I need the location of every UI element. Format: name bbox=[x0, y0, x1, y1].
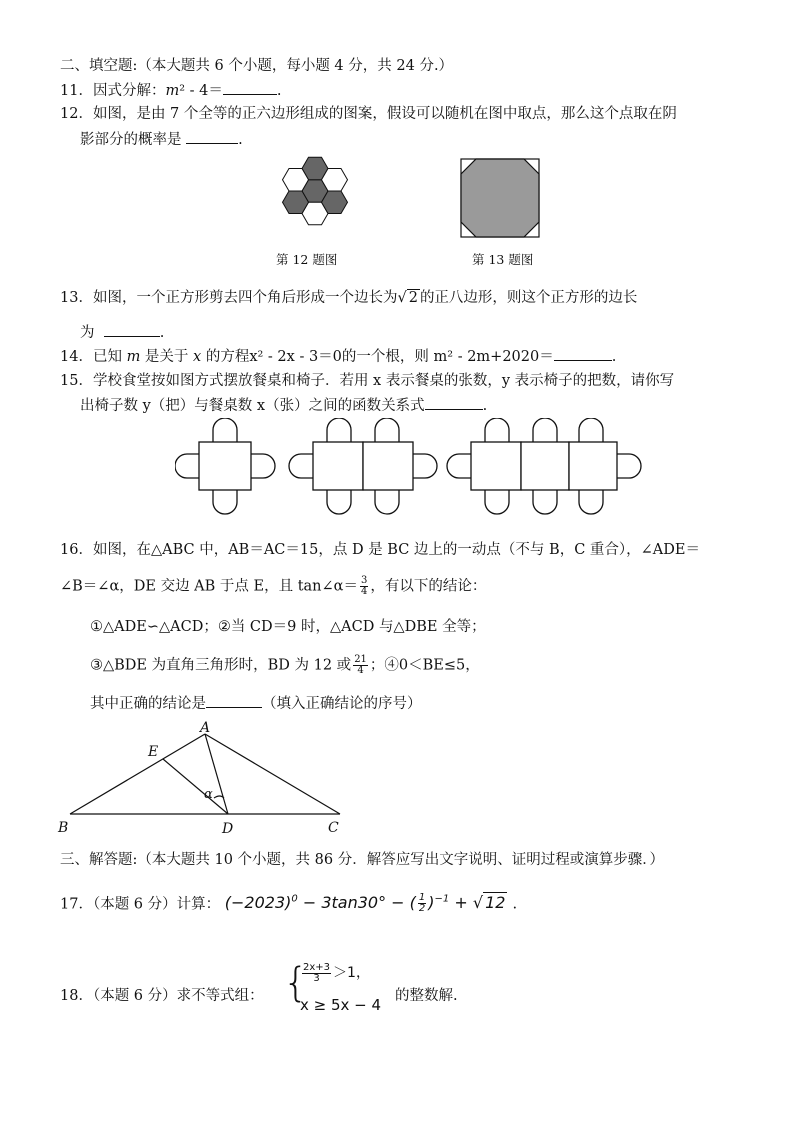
frac-num: 1 bbox=[418, 892, 426, 904]
hexagon-pattern-figure bbox=[270, 155, 360, 227]
q16-ask-text-a: 其中正确的结论是 bbox=[90, 696, 206, 712]
label-d: D bbox=[222, 821, 234, 837]
q17-exp-minus1: −1 bbox=[434, 894, 450, 905]
q14-text-c: 的方程 bbox=[205, 349, 250, 365]
tan-fraction bbox=[360, 576, 368, 597]
q17-term-3: ) bbox=[428, 893, 435, 913]
frac-den: 3 bbox=[313, 972, 320, 984]
answer-blank bbox=[104, 322, 160, 337]
frac-den: 2 bbox=[418, 903, 426, 915]
label-alpha: α bbox=[204, 787, 213, 802]
answer-blank bbox=[425, 395, 483, 410]
answer-blank bbox=[223, 80, 277, 95]
brace-symbol: { bbox=[283, 960, 309, 1006]
q17-end: . bbox=[512, 896, 518, 913]
q16-c3-text-b: ；④0＜BE≤5， bbox=[369, 657, 480, 674]
q17-exp-0: 0 bbox=[291, 894, 298, 905]
answer-blank bbox=[206, 693, 262, 708]
sqrt-radicand: 12 bbox=[485, 893, 506, 913]
q18-prefix: 18．（本题 6 分）求不等式组： bbox=[60, 988, 264, 1004]
sqrt-radicand: 2 bbox=[408, 290, 418, 306]
q14-equation: x² - 2x - 3＝0 bbox=[249, 349, 342, 365]
question-15-line2: 出椅子数 y（把）与餐桌数 x（张）之间的函数关系式 . bbox=[80, 395, 487, 416]
frac-num: 2x+3 bbox=[303, 961, 331, 973]
q14-text-d: 的一个根，则 bbox=[341, 349, 429, 365]
question-17 bbox=[60, 890, 517, 914]
bd-fraction bbox=[353, 655, 368, 676]
q16-conclusion-1-2: ①△ADE∽△ACD；②当 CD＝9 时，△ACD 与△DBE 全等； bbox=[90, 619, 486, 635]
label-a: A bbox=[200, 720, 211, 736]
q14-text-b: 是关于 bbox=[144, 349, 189, 365]
question-14: 14．已知 m 是关于 x 的方程x² - 2x - 3＝0的一个根，则 m² - 2m+2020＝ . bbox=[60, 346, 616, 367]
inequality-1 bbox=[300, 962, 370, 984]
q11-text: 11．因式分解： bbox=[60, 83, 166, 99]
tables-chairs-figure bbox=[175, 418, 645, 518]
frac-den: 4 bbox=[360, 586, 368, 597]
q17-term-2: − 3tan30° − ( bbox=[297, 893, 416, 913]
q12-line2: 影部分的概率是 . bbox=[80, 129, 243, 150]
inequality-2: x ≥ 5x − 4 bbox=[300, 996, 382, 1014]
q13-text-a: 13．如图，一个正方形剪去四个角后形成一个边长为 bbox=[60, 290, 398, 306]
label-b: B bbox=[58, 820, 69, 836]
q13-line2-text: 为 bbox=[80, 325, 95, 341]
q16-c3-text-a: ③△BDE 为直角三角形时，BD 为 12 或 bbox=[90, 657, 352, 674]
q13-text-b: 的正八边形，则这个正方形的边长 bbox=[419, 290, 638, 306]
section-3-header: 三、解答题:（本大题共 10 个小题，共 86 分．解答应写出文字说明、证明过程或演算步骤．） bbox=[60, 852, 664, 868]
frac-den: 4 bbox=[357, 665, 364, 676]
fig12-caption: 第 12 题图 bbox=[276, 252, 338, 267]
answer-blank bbox=[186, 129, 238, 144]
q17-term-1: (−2023) bbox=[224, 893, 292, 913]
answer-blank bbox=[554, 346, 612, 361]
q16-conclusion-3-4 bbox=[90, 655, 480, 676]
question-18 bbox=[60, 986, 264, 1006]
half-fraction bbox=[418, 893, 426, 914]
question-13-line1 bbox=[60, 288, 637, 308]
q16-ask-text-b: （填入正确结论的序号） bbox=[262, 696, 422, 712]
q12-line1: 12．如图，是由 7 个全等的正六边形组成的图案，假设可以随机在图中取点，那么这个点取在阴 bbox=[60, 106, 677, 122]
section-2-header: 二、填空题:（本大题共 6 个小题，每小题 4 分，共 24 分.） bbox=[60, 58, 454, 74]
fig13-caption: 第 13 题图 bbox=[472, 252, 534, 267]
q15-line2-text: 出椅子数 y（把）与餐桌数 x（张）之间的函数关系式 bbox=[80, 398, 425, 414]
frac-num: 3 bbox=[360, 575, 368, 586]
q16-line2 bbox=[60, 576, 486, 597]
q16-text-a: ∠B＝∠α，DE 交边 AB 于点 E，且 tan∠α＝ bbox=[60, 578, 358, 595]
q16-line1: 16．如图，在△ABC 中，AB＝AC＝15，点 D 是 BC 边上的一动点（不与 B，C 重合），∠ADE＝ bbox=[60, 542, 700, 558]
ineq-fraction bbox=[302, 963, 331, 984]
label-c: C bbox=[328, 820, 339, 836]
label-e: E bbox=[148, 744, 159, 760]
triangle-abc-figure bbox=[50, 718, 360, 840]
q17-prefix: 17．（本题 6 分）计算： bbox=[60, 896, 221, 913]
octagon-in-square-figure bbox=[460, 158, 540, 238]
ineq-1-text: ＞1， bbox=[333, 965, 370, 981]
q16-ask bbox=[90, 693, 422, 714]
q14-expression: m² - 2m+2020＝ bbox=[433, 349, 554, 365]
q16-text-b: ，有以下的结论： bbox=[370, 578, 487, 595]
question-13-line2: 为 . bbox=[80, 322, 164, 343]
frac-num: 21 bbox=[354, 654, 367, 665]
q17-expression bbox=[224, 892, 513, 915]
sqrt-expression: √ 12 bbox=[472, 893, 506, 913]
question-11: 11．因式分解：m² - 4＝ . bbox=[60, 80, 281, 101]
q14-text-a: 14．已知 bbox=[60, 349, 122, 365]
q17-term-4: + bbox=[449, 893, 473, 913]
sqrt-expression: √ 2 bbox=[397, 290, 418, 306]
q12-line2-text: 影部分的概率是 bbox=[80, 132, 182, 148]
q18-suffix: 的整数解. bbox=[395, 988, 458, 1004]
q15-line1: 15．学校食堂按如图方式摆放餐桌和椅子．若用 x 表示餐桌的张数，y 表示椅子的把数，请你写 bbox=[60, 373, 675, 389]
